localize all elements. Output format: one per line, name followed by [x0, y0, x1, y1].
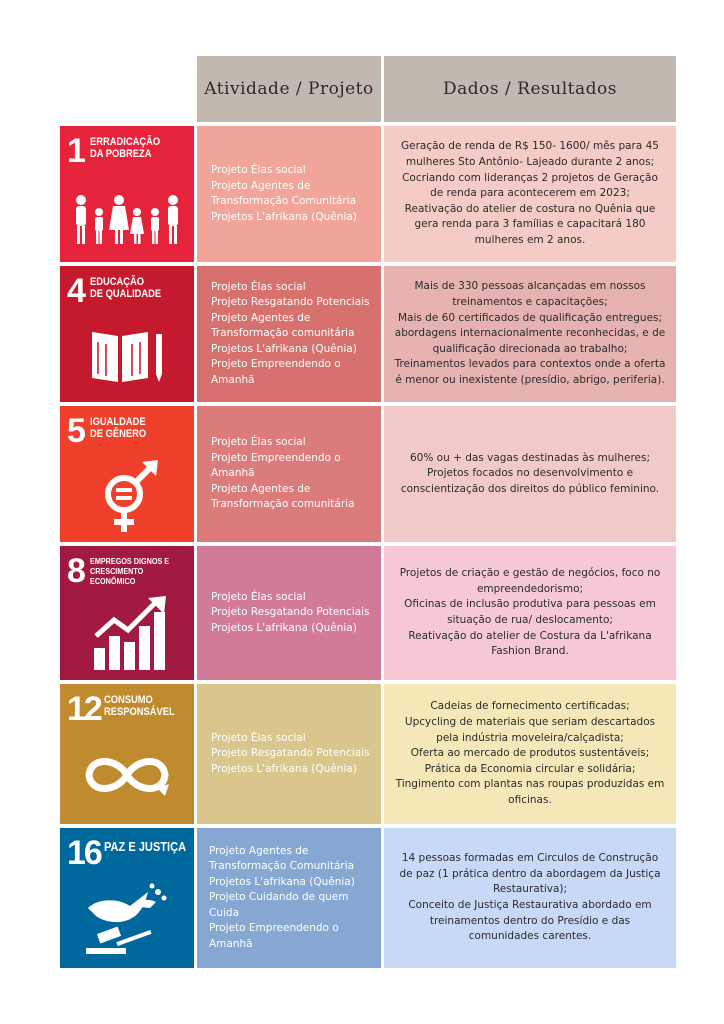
book-pencil-icon: [88, 326, 168, 386]
sdg-number: 12: [67, 690, 101, 728]
activity-cell-2: Projeto Élas social Projeto Resgatando Potenciais Projeto Agentes de Transformação comunitária Projetos L'afrikana (Quênia) Projeto Empreendendo o Amanhã: [197, 266, 381, 402]
sdg-4-tile: [60, 266, 194, 402]
sdg-number: 16: [67, 834, 101, 872]
result-cell-6: 14 pessoas formadas em Circulos de Construção de paz (1 prática dentro da abordagem da Justiça Restaurativa); Conceito de Justiça Restaurativa abordado em treinamentos dentro do Presídio e das comunidades carentes.: [384, 828, 676, 968]
gender-equality-icon: [90, 456, 170, 536]
activity-cell-3: Projeto Élas social Projeto Empreendendo o Amanhã Projeto Agentes de Transformação comunitária: [197, 406, 381, 542]
family-icon: [71, 192, 183, 248]
sdg-title: IGUALDADE DE GÊNERO: [90, 416, 147, 440]
result-cell-4: Projetos de criação e gestão de negócios, foco no empreendedorismo; Oficinas de inclusão produtiva para pessoas em situação de rua/ deslocamento; Reativação do atelier de Costura da L'afrikana Fashion Brand.: [384, 546, 676, 680]
sdg-title: CONSUMO RESPONSÁVEL: [104, 694, 175, 718]
sdg-number: 4: [67, 272, 84, 310]
activity-cell-5: Projeto Élas social Projeto Resgatando Potenciais Projetos L'afrikana (Quênia): [197, 684, 381, 824]
infinity-icon: [77, 750, 177, 800]
result-cell-5: Cadeias de fornecimento certificadas; Upcycling de materiais que seriam descartados pela indústria moveleira/calçadista; Oferta ao mercado de produtos sustentáveis; Prática da Economia circular e solidária; Tingimento com plantas nas roupas produzidas em oficinas.: [384, 684, 676, 824]
sdg-number: 1: [67, 132, 84, 170]
sdg-title: EDUCAÇÃO DE QUALIDADE: [90, 276, 162, 300]
activity-cell-4: Projeto Élas social Projeto Resgatando Potenciais Projetos L'afrikana (Quênia): [197, 546, 381, 680]
sdg-5-tile: [60, 406, 194, 542]
result-cell-3: 60% ou + das vagas destinadas às mulheres; Projetos focados no desenvolvimento e conscientização dos direitos do público feminino.: [384, 406, 676, 542]
sdg-1-tile: [60, 126, 194, 262]
result-cell-2: Mais de 330 pessoas alcançadas em nossos treinamentos e capacitações; Mais de 60 certificados de qualificação entregues; abordagens internacionalmente reconhecidas, e de qualificação direcionada ao trabalho; Treinamentos levados para contextos onde a oferta é menor ou inexistente (presídio, abrigo, periferia).: [384, 266, 676, 402]
activity-cell-6: Projeto Agentes de Transformação Comunitária Projetos L'afrikana (Quênia) Projeto Cuidando de quem Cuida Projeto Empreendendo o Amanhã: [197, 828, 381, 968]
header-results: Dados / Resultados: [384, 56, 676, 122]
sdg-8-tile: [60, 546, 194, 680]
sdg-number: 5: [67, 412, 84, 450]
result-cell-1: Geração de renda de R$ 150- 1600/ mês para 45 mulheres Sto Antônio- Lajeado durante 2 anos; Cocriando com lideranças 2 projetos de Geração de renda para acontecerem em 2023; Reativação do atelier de costura no Quênia que gera renda para 3 famílias e capacitará 180 mulheres em 2 anos.: [384, 126, 676, 262]
sdg-12-tile: [60, 684, 194, 824]
sdg-16-tile: [60, 828, 194, 968]
dove-gavel-icon: [78, 878, 178, 958]
sdg-title: PAZ E JUSTIÇA: [104, 839, 187, 854]
header-activity: Atividade / Projeto: [197, 56, 381, 122]
growth-chart-icon: [92, 596, 172, 672]
sdg-title: ERRADICAÇÃO DA POBREZA: [90, 136, 161, 160]
sdg-title: EMPREGOS DIGNOS E CRESCIMENTO ECONÔMICO: [90, 556, 170, 586]
activity-cell-1: Projeto Élas social Projeto Agentes de Transformação Comunitária Projetos L'afrikana (Quênia): [197, 126, 381, 262]
sdg-number: 8: [67, 552, 84, 590]
